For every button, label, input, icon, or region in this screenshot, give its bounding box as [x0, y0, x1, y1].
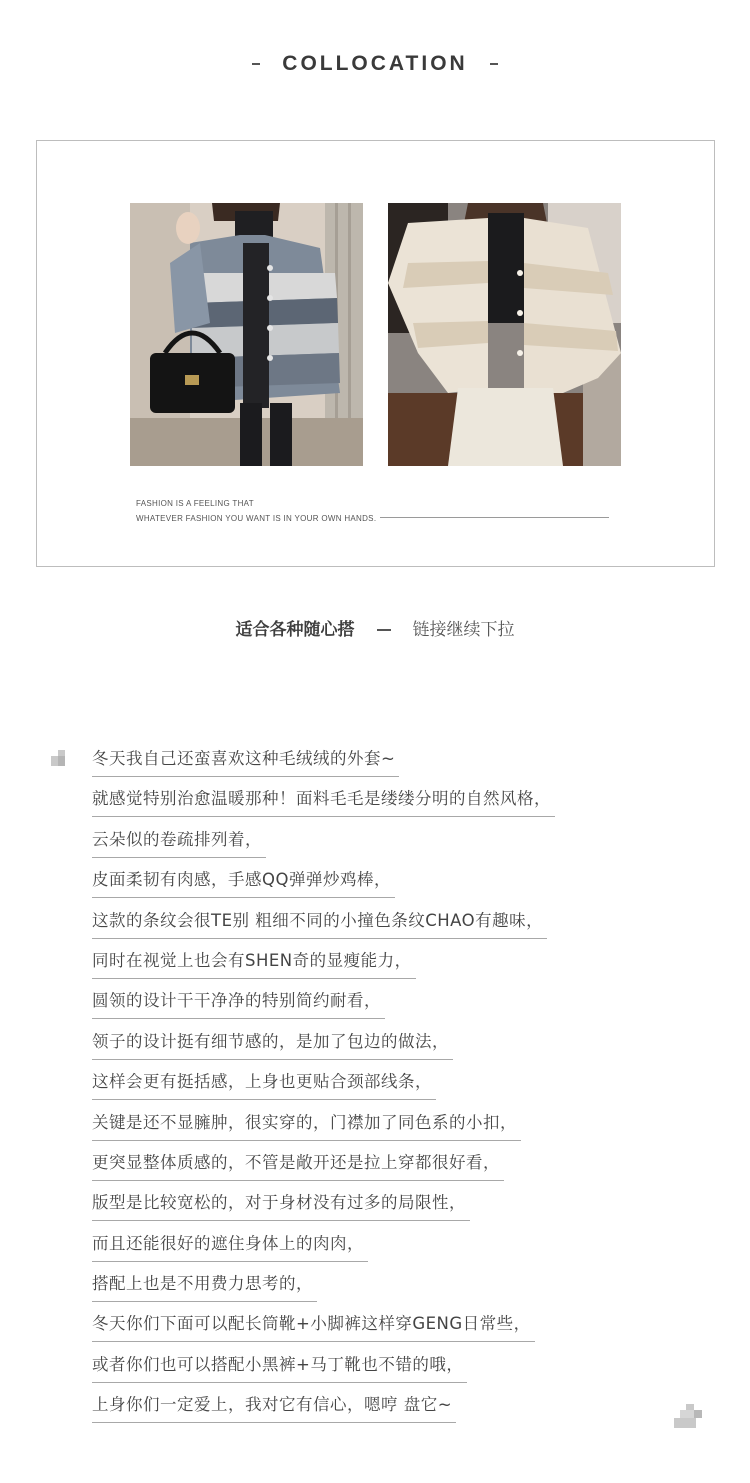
tagline-bold: 适合各种随心搭 — [235, 620, 355, 640]
quote-line-2: WHATEVER FASHION YOU WANT IS IN YOUR OWN HANDS. — [136, 514, 377, 523]
striped-jacket-photo — [130, 203, 363, 466]
desc-line: 或者你们也可以搭配小黑裤+马丁靴也不错的哦， — [92, 1348, 652, 1388]
desc-line: 领子的设计挺有细节感的，是加了包边的做法， — [92, 1025, 652, 1065]
collocation-frame — [36, 140, 715, 567]
desc-line: 搭配上也是不用费力思考的， — [92, 1267, 652, 1307]
desc-line: 版型是比较宽松的，对于身材没有过多的局限性， — [92, 1186, 652, 1226]
desc-line: 而且还能很好的遮住身体上的肉肉， — [92, 1227, 652, 1267]
desc-line: 更突显整体质感的，不管是敞开还是拉上穿都很好看， — [92, 1146, 652, 1186]
title-dash-right — [490, 63, 498, 65]
desc-line: 上身你们一定爱上，我对它有信心，嗯哼 盘它~ — [92, 1388, 652, 1428]
fashion-quote — [136, 496, 376, 526]
quote-line-1: FASHION IS A FEELING THAT — [136, 499, 254, 508]
desc-line: 这样会更有挺括感，上身也更贴合颈部线条， — [92, 1065, 652, 1105]
desc-line: 云朵似的卷疏排列着， — [92, 823, 652, 863]
section-title — [0, 52, 750, 76]
desc-line: 就感觉特别治愈温暖那种！面料毛毛是缕缕分明的自然风格， — [92, 782, 652, 822]
desc-line: 冬天我自己还蛮喜欢这种毛绒绒的外套~ — [92, 742, 652, 782]
tagline — [0, 615, 750, 640]
desc-line: 圆领的设计干干净净的特别简约耐看， — [92, 984, 652, 1024]
description — [92, 742, 652, 1429]
desc-line: 关键是还不显臃肿，很实穿的，门襟加了同色系的小扣， — [92, 1106, 652, 1146]
title-dash-left — [252, 63, 260, 65]
desc-line: 这款的条纹会很TE别 粗细不同的小撞色条纹CHAO有趣味， — [92, 904, 652, 944]
corner-pixel-icon — [672, 1404, 704, 1432]
section-title-text: COLLOCATION — [282, 52, 468, 75]
desc-line: 冬天你们下面可以配长筒靴+小脚裤这样穿GENG日常些， — [92, 1307, 652, 1347]
corner-pixel-icon — [48, 750, 68, 770]
cream-jacket-photo — [388, 203, 621, 466]
desc-line: 皮面柔韧有肉感，手感QQ弹弹炒鸡棒， — [92, 863, 652, 903]
tagline-light: 链接继续下拉 — [412, 620, 515, 640]
quote-divider — [380, 517, 609, 518]
desc-line: 同时在视觉上也会有SHEN奇的显瘦能力， — [92, 944, 652, 984]
tagline-separator — [377, 629, 391, 631]
